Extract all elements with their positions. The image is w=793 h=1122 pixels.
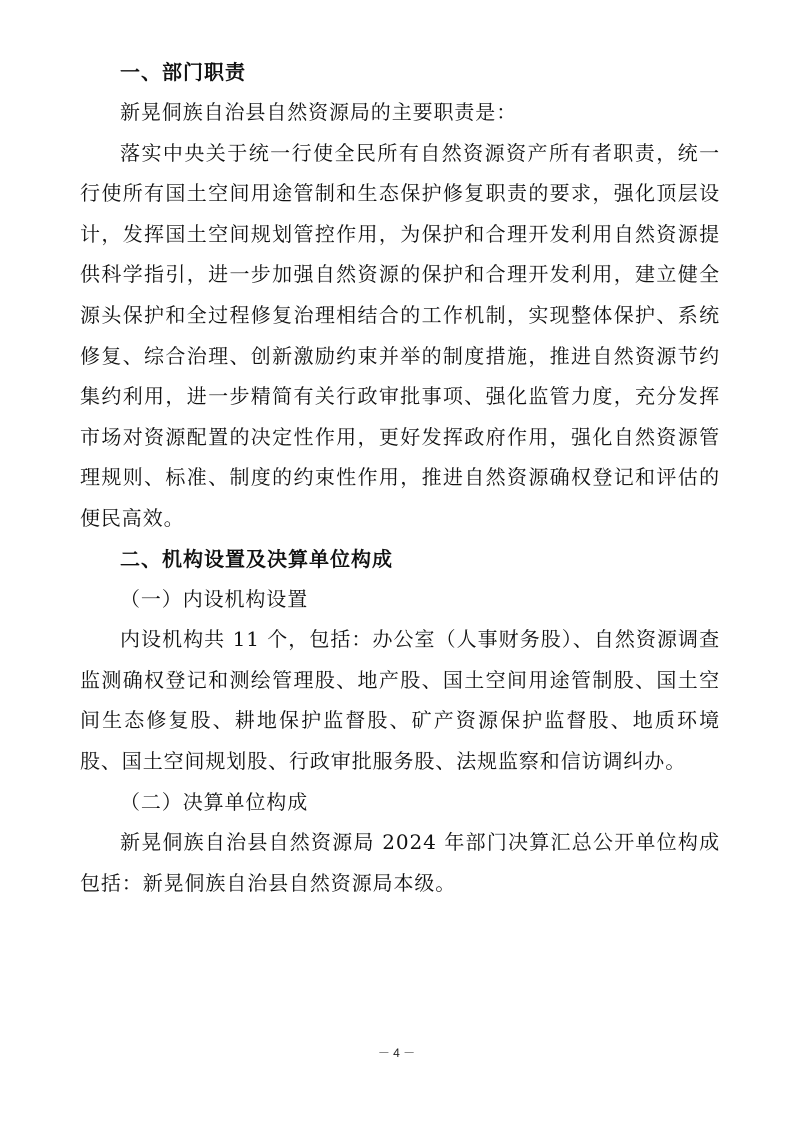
- page-number: － 4 －: [377, 1046, 416, 1060]
- duties-body: 落实中央关于统一行使全民所有自然资源资产所有者职责，统一行使所有国土空间用途管制和生态保护修复职责的要求，强化顶层设计，发挥国土空间规划管控作用，为保护和合理开发利用自然资源提供科学指引，进一步加强自然资源的保护和合理开发利用，建立健全源头保护和全过程修复治理相结合的工作机制，实现整体保护、系统修复、综合治理、创新激励约束并举的制度措施，推进自然资源节约集约利用，进一步精简有关行政审批事项、强化监管力度，充分发挥市场对资源配置的决定性作用，更好发挥政府作用，强化自然资源管理规则、标准、制度的约束性作用，推进自然资源确权登记和评估的便民高效。: [80, 140, 720, 530]
- page-content: [80, 52, 720, 903]
- section-heading-duties: 一、部门职责: [120, 60, 246, 84]
- accounting-units-body: 新晃侗族自治县自然资源局 2024 年部门决算汇总公开单位构成包括：新晃侗族自治县自然资源局本级。: [80, 830, 720, 895]
- subsection-title-accounting-units: （二）决算单位构成: [120, 789, 309, 814]
- internal-units-body: 内设机构共 11 个，包括：办公室（人事财务股）、自然资源调查监测确权登记和测绘管理股、地产股、国土空间用途管制股、国土空间生态修复股、耕地保护监督股、矿产资源保护监督股、地质环境股、国土空间规划股、行政审批服务股、法规监察和信访调纠办。: [80, 627, 720, 773]
- subsection-title-internal-units: （一）内设机构设置: [120, 586, 309, 611]
- section-heading-organization: 二、机构设置及决算单位构成: [120, 546, 393, 571]
- duties-intro: 新晃侗族自治县自然资源局的主要职责是：: [120, 100, 518, 124]
